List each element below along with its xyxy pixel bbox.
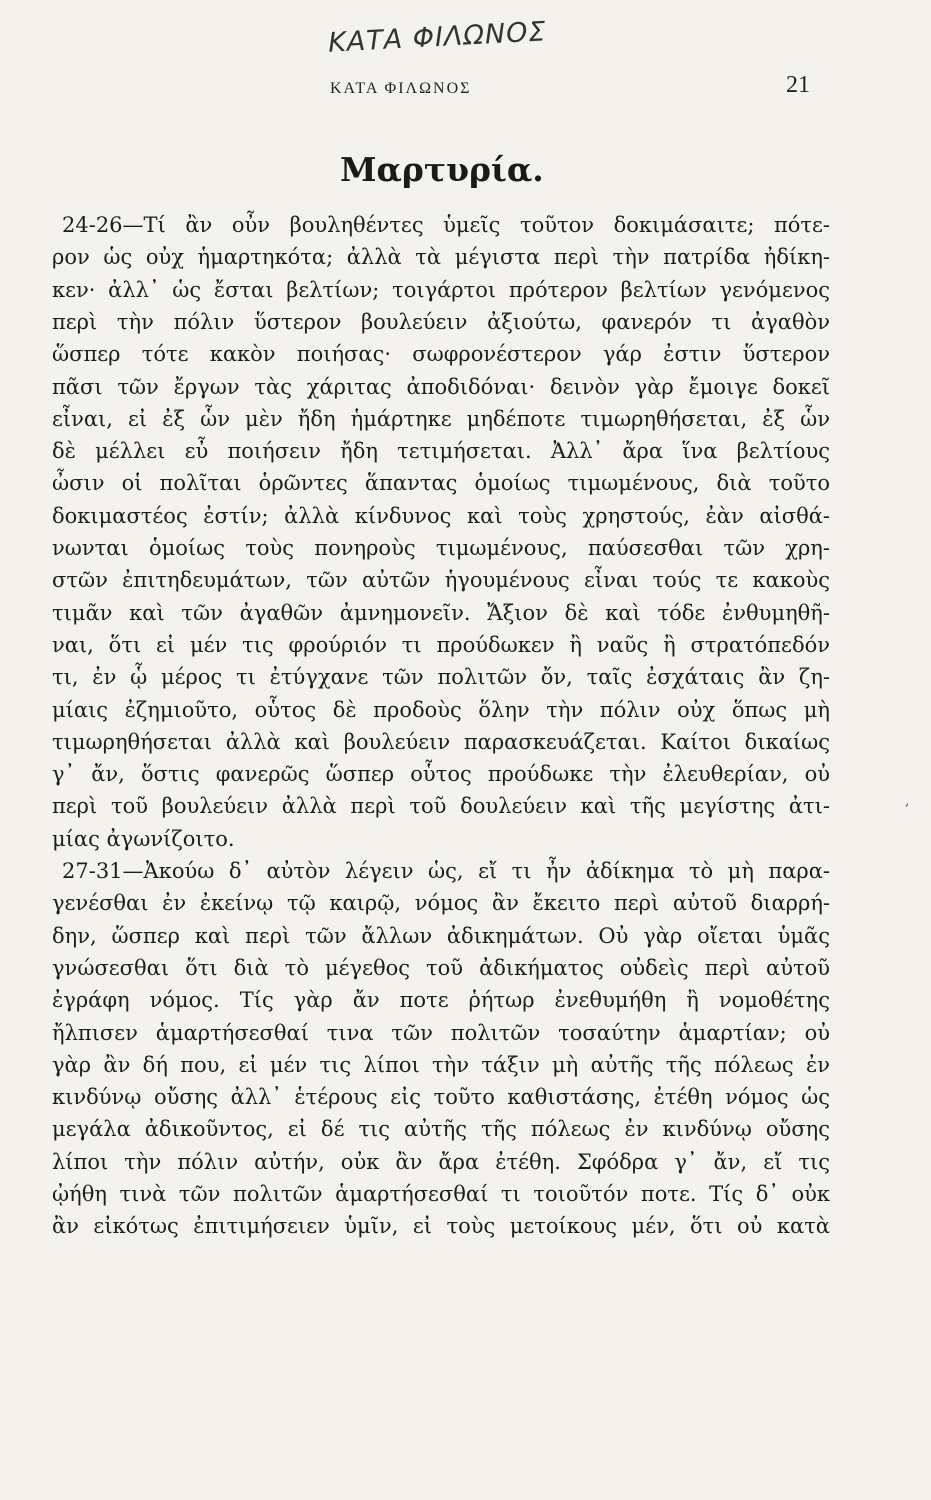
margin-mark: ,	[905, 793, 910, 809]
text-line: 24-26—Τί ἂν οὖν βουληθέντες ὑμεῖς τοῦτον δοκιμάσαιτε; πότε-	[62, 213, 830, 237]
section-title: Μαρτυρία.	[340, 150, 544, 189]
text-line: ἤλπισεν ἁμαρτήσεσθαί τινα τῶν πολιτῶν τοσαύτην ἁμαρτίαν; οὐ	[52, 1020, 830, 1045]
text-line: κεν· ἀλλ᾽ ὡς ἔσται βελτίων; τοιγάρτοι πρότερον βελτίων γενόμενος	[52, 277, 830, 302]
text-line: περὶ τοῦ βουλεύειν ἀλλὰ περὶ τοῦ δουλεύειν καὶ τῆς μεγίστης ἀτι-	[52, 794, 830, 819]
text-line: δὲ μέλλει εὖ ποιήσειν ἤδη τετιμήσεται. Ἀλλ᾽ ἄρα ἵνα βελτίους	[52, 439, 830, 464]
text-line: τιμωρηθήσεται ἀλλὰ καὶ βουλεύειν παρασκευάζεται. Καίτοι δικαίως	[52, 729, 830, 754]
text-line: γνώσεσθαι ὅτι διὰ τὸ μέγεθος τοῦ ἀδικήματος οὐδεὶς περὶ αὐτοῦ	[52, 955, 830, 980]
text-line: τιμᾶν καὶ τῶν ἀγαθῶν ἀμνημονεῖν. Ἄξιον δὲ καὶ τόδε ἐνθυμηθῆ-	[52, 600, 830, 625]
text-line: λίποι τὴν πόλιν αὐτήν, οὐκ ἂν ἄρα ἐτέθη. Σφόδρα γ᾽ ἄν, εἴ τις	[52, 1149, 830, 1174]
text-line: περὶ τὴν πόλιν ὕστερον βουλεύειν ἀξιούτω, φανερόν τι ἀγαθὸν	[52, 309, 830, 334]
text-line: ρον ὡς οὐχ ἡμαρτηκότα; ἀλλὰ τὰ μέγιστα περὶ τὴν πατρίδα ἠδίκη-	[52, 245, 830, 270]
text-line: ναι, ὅτι εἰ μέν τις φρούριόν τι προύδωκεν ἢ ναῦς ἢ στρατόπεδόν	[52, 632, 830, 657]
running-head: ΚΑΤΑ ΦΙΛΩΝΟΣ	[330, 80, 472, 97]
text-line: κινδύνῳ οὔσης ἀλλ᾽ ἑτέρους εἰς τοῦτο καθιστάσης, ἐτέθη νόμος ὡς	[52, 1085, 830, 1110]
text-line: εἶναι, εἰ ἐξ ὧν μὲν ἤδη ἡμάρτηκε μηδέποτε τιμωρηθήσεται, ἐξ ὧν	[52, 406, 830, 431]
text-line: ὥσπερ τότε κακὸν ποιήσας· σωφρονέστερον γάρ ἐστιν ὕστερον	[52, 342, 830, 367]
text-line: μίαις ἐζημιοῦτο, οὗτος δὲ προδοὺς ὅλην τὴν πόλιν οὐχ ὅπως μὴ	[52, 697, 830, 722]
page-number: 21	[786, 72, 810, 98]
text-line: ὦσιν οἱ πολῖται ὁρῶντες ἅπαντας ὁμοίως τιμωμένους, διὰ τοῦτο	[52, 471, 830, 496]
text-line: νωνται ὁμοίως τοὺς πονηροὺς τιμωμένους, παύσεσθαι τῶν χρη-	[52, 536, 830, 560]
text-line: μεγάλα ἀδικοῦντος, εἰ δέ τις αὐτῆς τῆς πόλεως ἐν κινδύνῳ οὔσης	[52, 1117, 830, 1142]
text-line: 27-31—Ἀκούω δ᾽ αὐτὸν λέγειν ὡς, εἴ τι ἦν ἀδίκημα τὸ μὴ παρα-	[62, 859, 830, 883]
text-line: γ᾽ ἄν, ὅστις φανερῶς ὥσπερ οὗτος προύδωκε τὴν ἐλευθερίαν, οὐ	[52, 762, 830, 787]
text-line: ἐγράφη νόμος. Τίς γὰρ ἄν ποτε ῥήτωρ ἐνεθυμήθη ἢ νομοθέτης	[52, 988, 830, 1013]
text-line: δοκιμαστέος ἐστίν; ἀλλὰ κίνδυνος καὶ τοὺς χρηστούς, ἐὰν αἰσθά-	[52, 503, 830, 528]
text-line: στῶν ἐπιτηδευμάτων, τῶν αὐτῶν ἡγουμένους εἶναι τούς τε κακοὺς	[52, 568, 830, 593]
text-line: τι, ἐν ᾧ μέρος τι ἐτύγχανε τῶν πολιτῶν ὄν, ταῖς ἐσχάταις ἂν ζη-	[52, 665, 830, 690]
text-line: πᾶσι τῶν ἔργων τὰς χάριτας ἀποδιδόναι· δεινὸν γὰρ ἔμοιγε δοκεῖ	[52, 374, 830, 399]
text-line: γὰρ ἂν δή που, εἰ μέν τις λίποι τὴν τάξιν μὴ αὐτῆς τῆς πόλεως ἐν	[52, 1052, 830, 1077]
text-line: ᾠήθη τινὰ τῶν πολιτῶν ἁμαρτήσεσθαί τι τοιοῦτόν ποτε. Τίς δ᾽ οὐκ	[52, 1182, 830, 1206]
handwritten-annotation: ΚΑΤΑ ΦΙΛΩΝΟΣ	[327, 16, 548, 59]
text-line: ἂν εἰκότως ἐπιτιμήσειεν ὑμῖν, εἰ τοὺς μετοίκους μέν, ὅτι οὐ κατὰ	[52, 1214, 830, 1239]
text-line: γενέσθαι ἐν ἐκείνῳ τῷ καιρῷ, νόμος ἂν ἔκειτο περὶ αὐτοῦ διαρρή-	[52, 891, 830, 916]
text-line: μίας ἀγωνίζοιτο.	[52, 826, 235, 851]
text-line: δην, ὥσπερ καὶ περὶ τῶν ἄλλων ἀδικημάτων. Οὐ γὰρ οἴεται ὑμᾶς	[52, 923, 830, 948]
